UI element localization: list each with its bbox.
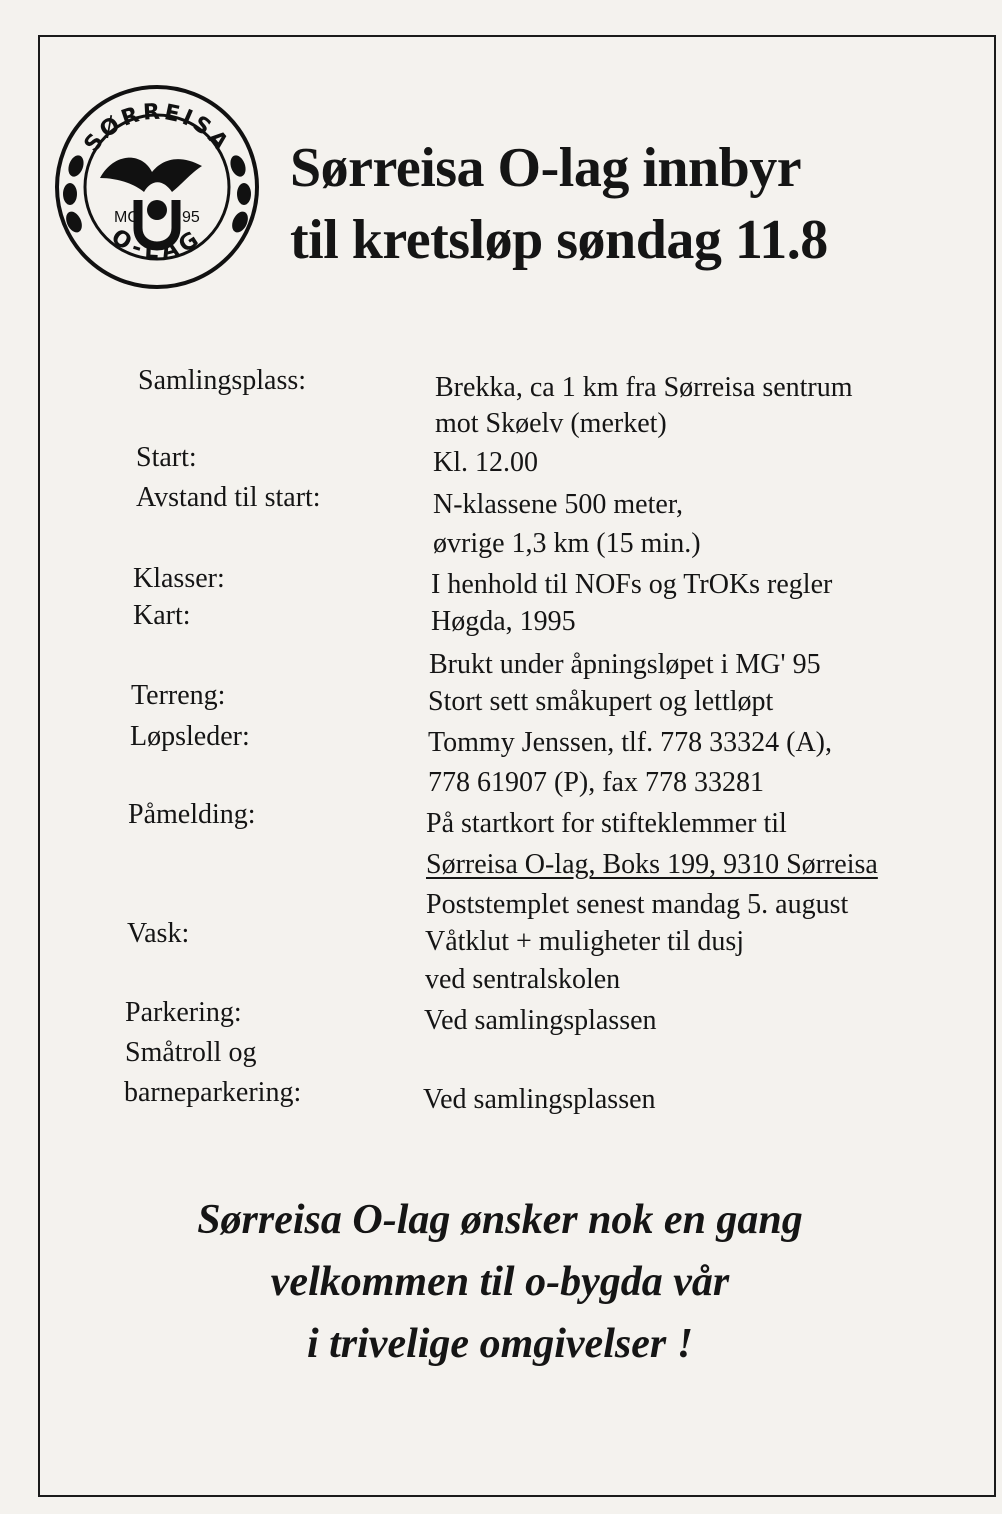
footer-line-3: i trivelige omgivelser ! (306, 1321, 694, 1367)
value-vask-1: Våtklut + muligheter til dusj (425, 926, 745, 957)
logo-bottom-text: O-LAG (106, 224, 208, 265)
value-pamelding-address: Sørreisa O-lag, Boks 199, 9310 Sørreisa (426, 849, 878, 880)
heading-line-2: til kretsløp søndag 11.8 (290, 209, 828, 271)
svg-text:SØRREISA (80, 100, 235, 158)
label-samlingsplass: Samlingsplass: (138, 365, 307, 396)
value-lopsleder-1: Tommy Jenssen, tlf. 778 33324 (A), (428, 727, 833, 758)
heading-line-1: Sørreisa O-lag innbyr (290, 137, 802, 199)
label-barneparkering: barneparkering: (124, 1077, 302, 1108)
logo-top-text: SØRREISA (79, 99, 235, 158)
label-terreng: Terreng: (131, 680, 226, 711)
value-samlingsplass-1: Brekka, ca 1 km fra Sørreisa sentrum (435, 372, 853, 403)
value-terreng: Stort sett småkupert og lettløpt (428, 686, 774, 717)
value-vask-2: ved sentralskolen (425, 964, 621, 995)
label-start: Start: (136, 442, 197, 473)
label-lopsleder: Løpsleder: (130, 721, 250, 752)
footer-line-1: Sørreisa O-lag ønsker nok en gang (197, 1197, 803, 1243)
value-pamelding-3: Poststemplet senest mandag 5. august (426, 889, 849, 920)
invitation-heading (290, 132, 980, 276)
label-kart: Kart: (133, 600, 191, 631)
label-parkering: Parkering: (125, 997, 242, 1028)
value-start: Kl. 12.00 (433, 447, 538, 478)
value-avstand-1: N-klassene 500 meter, (433, 489, 684, 520)
logo-95: 95 (182, 209, 200, 226)
footer-line-2: velkommen til o-bygda vår (270, 1259, 730, 1305)
value-pamelding-1: På startkort for stifteklemmer til (426, 808, 787, 839)
label-smatroll: Småtroll og (125, 1037, 257, 1068)
value-parkering: Ved samlingsplassen (424, 1005, 657, 1036)
value-avstand-2: øvrige 1,3 km (15 min.) (433, 528, 701, 559)
value-lopsleder-2: 778 61907 (P), fax 778 33281 (428, 767, 764, 798)
label-vask: Vask: (127, 918, 190, 949)
value-klasser: I henhold til NOFs og TrOKs regler (431, 569, 833, 600)
label-klasser: Klasser: (133, 563, 225, 594)
club-logo (52, 82, 262, 292)
value-kart-1: Høgda, 1995 (431, 606, 576, 637)
value-samlingsplass-2: mot Skøelv (merket) (435, 408, 667, 439)
label-avstand: Avstand til start: (136, 482, 321, 513)
value-barneparkering: Ved samlingsplassen (423, 1084, 656, 1115)
logo-mg: MG (114, 209, 140, 226)
value-kart-2: Brukt under åpningsløpet i MG' 95 (429, 649, 821, 680)
label-pamelding: Påmelding: (128, 799, 256, 830)
